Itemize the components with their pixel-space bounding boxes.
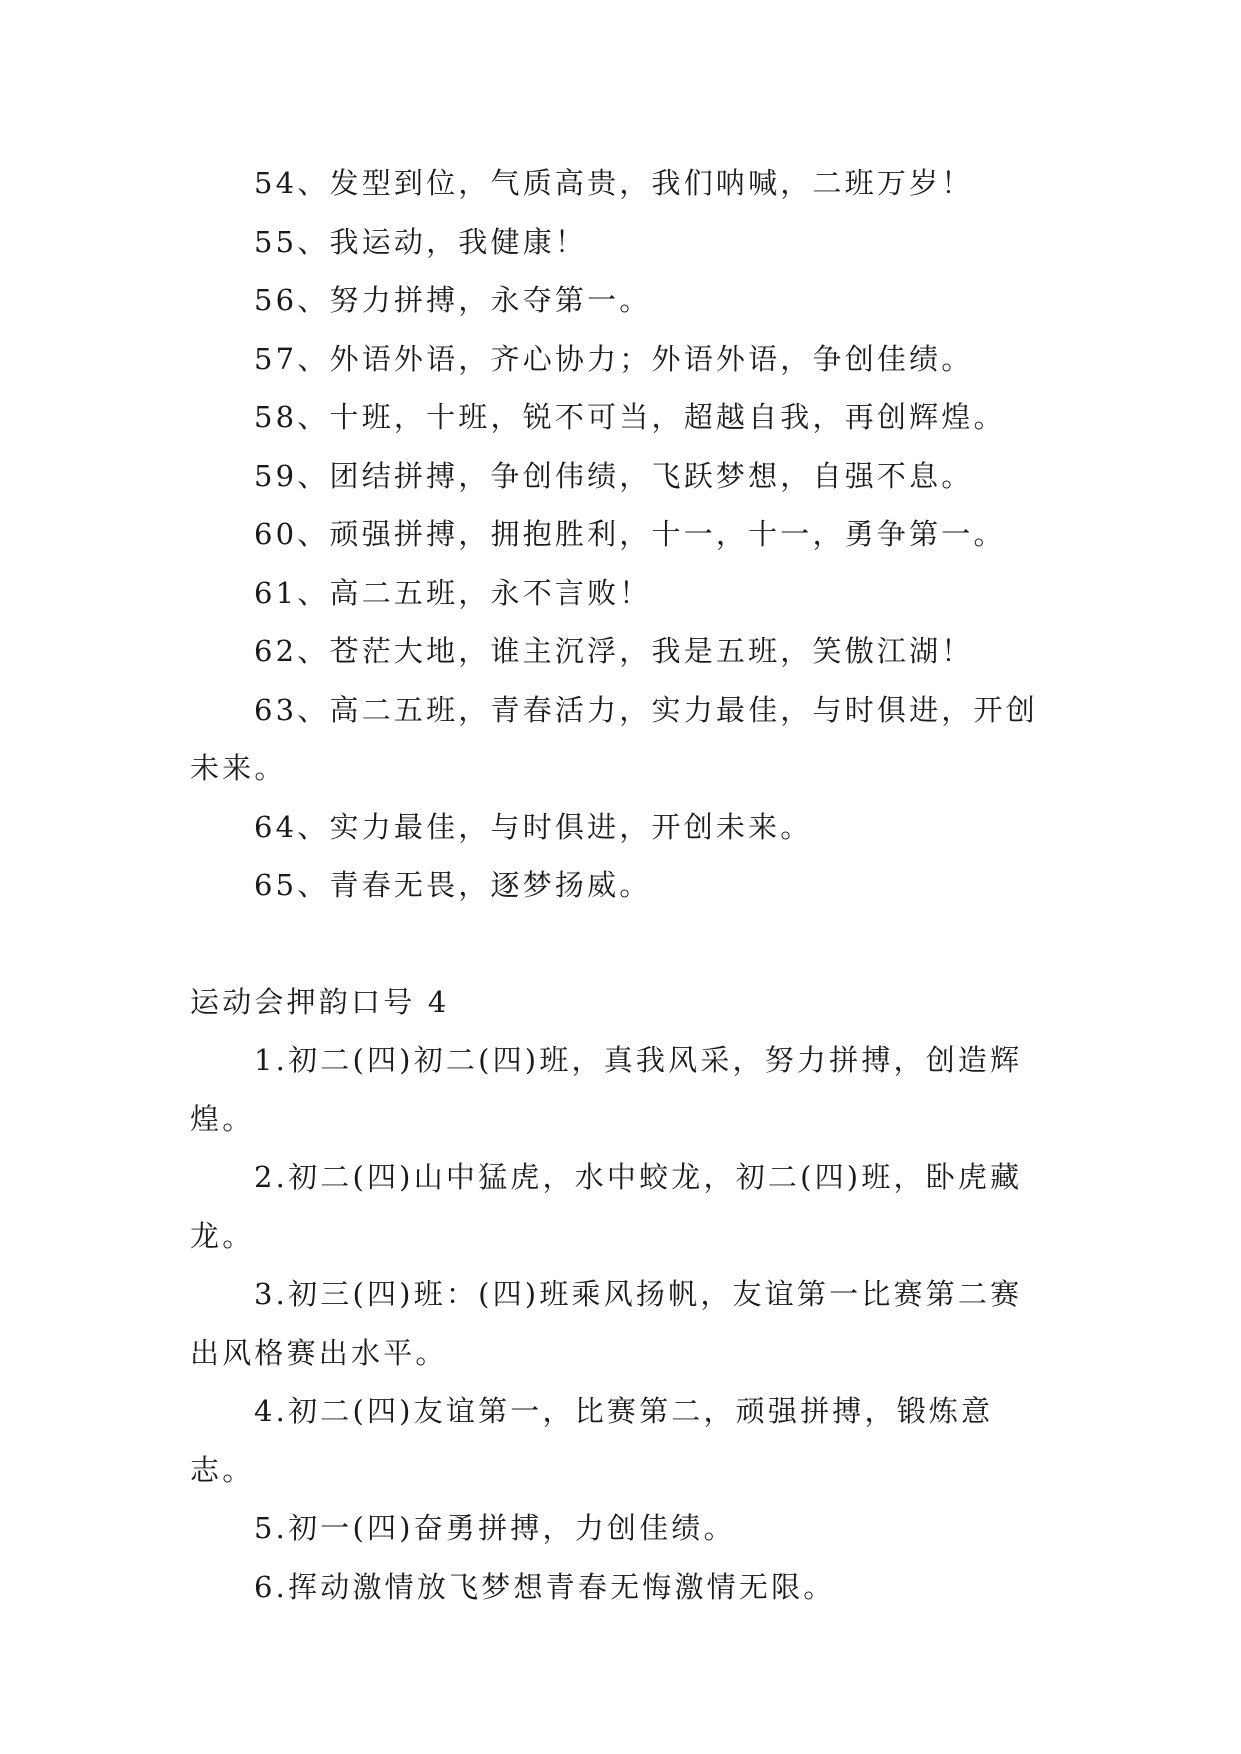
document-page: [190, 154, 1052, 1616]
section-gap: [190, 915, 1052, 973]
slogan-b-3: 3.初三(四)班：(四)班乘风扬帆，友谊第一比赛第二赛出风格赛出水平。: [190, 1277, 1023, 1370]
slogan-60: 60、顽强拼搏，拥抱胜利，十一，十一，勇争第一。: [254, 517, 1006, 551]
slogan-b-2: 2.初二(四)山中猛虎，水中蛟龙，初二(四)班，卧虎藏龙。: [190, 1160, 1023, 1253]
slogan-64: 64、实力最佳，与时俱进，开创未来。: [254, 809, 813, 844]
section-heading: 运动会押韵口号 4: [190, 984, 450, 1019]
slogan-61: 61、高二五班，永不言败！: [254, 575, 652, 610]
slogan-58: 58、十班，十班，锐不可当，超越自我，再创辉煌。: [254, 400, 1006, 434]
slogan-b-1: 1.初二(四)初二(四)班，真我风采，努力拼搏，创造辉煌。: [190, 1043, 1023, 1136]
slogan-55: 55、我运动，我健康！: [254, 224, 588, 259]
slogan-b-5: 5.初一(四)奋勇拼搏，力创佳绩。: [254, 1511, 736, 1545]
slogan-59: 59、团结拼搏，争创伟绩，飞跃梦想，自强不息。: [254, 458, 974, 493]
slogan-63: 63、高二五班，青春活力，实力最佳，与时俱进，开创未来。: [190, 692, 1038, 785]
slogan-54: 54、发型到位，气质高贵，我们呐喊，二班万岁！: [254, 166, 974, 200]
slogan-b-6: 6.挥动激情放飞梦想青春无悔激情无限。: [254, 1569, 836, 1604]
slogan-56: 56、努力拼搏，永夺第一。: [254, 283, 652, 317]
slogan-62: 62、苍茫大地，谁主沉浮，我是五班，笑傲江湖！: [254, 634, 974, 668]
slogan-65: 65、青春无畏，逐梦扬威。: [254, 868, 652, 902]
slogan-57: 57、外语外语，齐心协力；外语外语，争创佳绩。: [254, 341, 974, 376]
slogan-b-4: 4.初二(四)友谊第一，比赛第二，顽强拼搏，锻炼意志。: [190, 1394, 994, 1487]
